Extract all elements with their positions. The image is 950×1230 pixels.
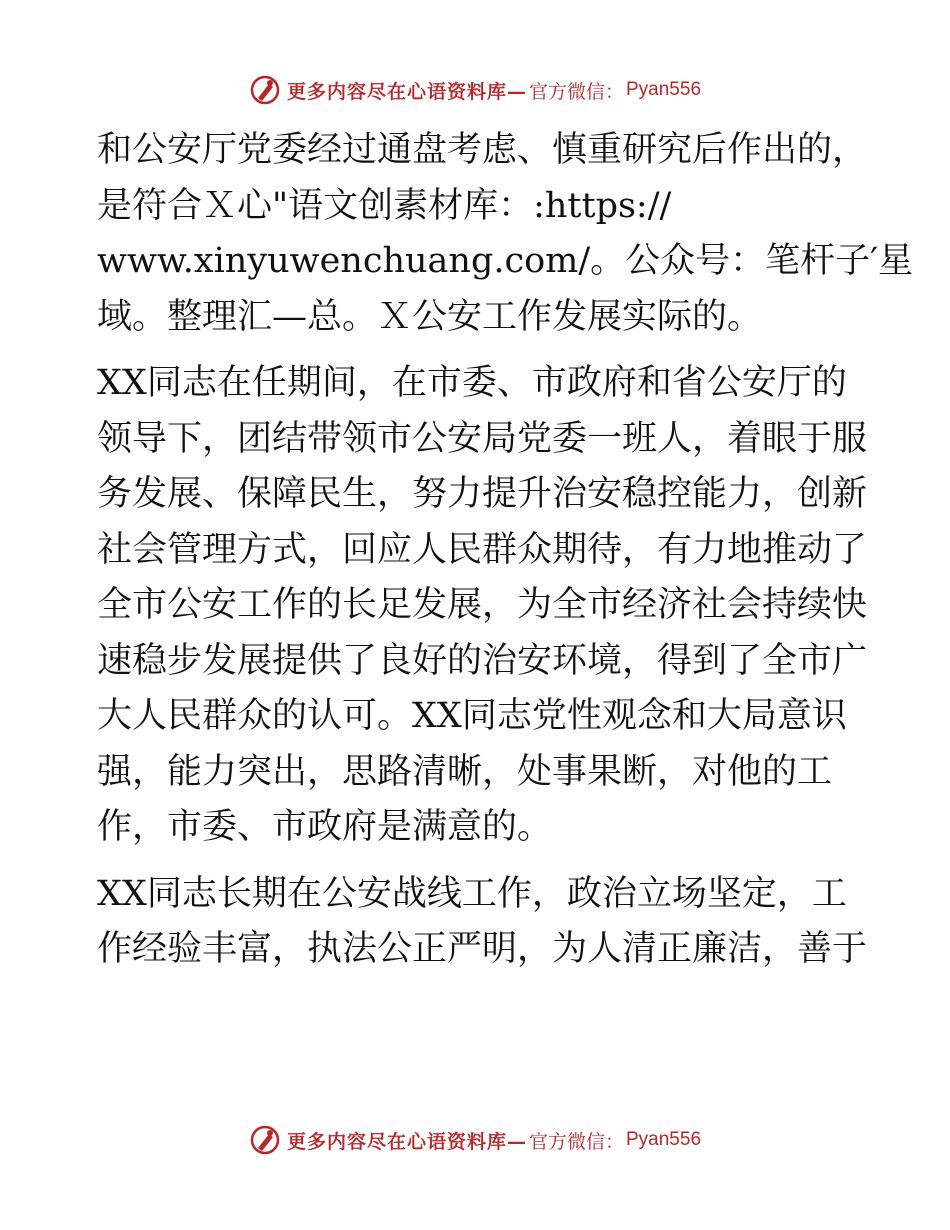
text-line: 全市公安工作的长足发展，为全市经济社会持续快 [97, 585, 868, 625]
text-line: 是符合Ｘ心"语文创素材库：:https:// [97, 185, 672, 226]
banner-wechat-label: 官方微信： [528, 80, 624, 103]
pen-logo-icon [249, 1124, 281, 1156]
text-line: 社会管理方式，回应人民群众期待，有力地推动了 [97, 529, 868, 570]
banner-wechat-label: 官方微信： [528, 1130, 624, 1153]
text-line: 大人民群众的认可。XX同志党性观念和大局意识 [97, 696, 847, 736]
paragraph-1 [97, 123, 914, 345]
paragraph-3 [97, 867, 868, 978]
footer-banner [0, 1120, 950, 1160]
banner-text: 更多内容尽在心语资料库— [286, 1130, 527, 1153]
text-line: www.xinyuwenchuang.com/。公众号：笔杆子′星 [97, 241, 914, 281]
text-line: XX同志在任期间，在市委、市政府和省公安厅的 [97, 363, 847, 403]
text-line: 速稳步发展提供了良好的治安环境，得到了全市广 [97, 640, 868, 681]
text-line: 作，市委、市政府是满意的。 [97, 807, 553, 847]
document-body [97, 123, 914, 989]
text-line: 领导下，团结带领市公安局党委一班人，着眼于服 [97, 418, 868, 459]
pen-logo-icon [249, 74, 281, 106]
text-line: XX同志长期在公安战线工作，政治立场坚定，工 [97, 873, 847, 914]
paragraph-2 [97, 356, 868, 856]
header-banner [0, 70, 950, 110]
banner-wechat-id: Pyan556 [626, 79, 702, 100]
banner-wechat-id: Pyan556 [626, 1129, 702, 1150]
text-line: 域。整理汇—总。Ｘ公安工作发展实际的。 [97, 296, 763, 337]
banner-text: 更多内容尽在心语资料库— [286, 80, 527, 103]
text-line: 作经验丰富，执法公正严明，为人清正廉洁，善于 [97, 929, 868, 969]
text-line: 强，能力突出，思路清晰，处事果断，对他的工 [97, 751, 833, 792]
text-line: 和公安厅党委经过通盘考虑、慎重研究后作出的， [97, 130, 868, 170]
text-line: 务发展、保障民生，努力提升治安稳控能力，创新 [97, 474, 868, 514]
